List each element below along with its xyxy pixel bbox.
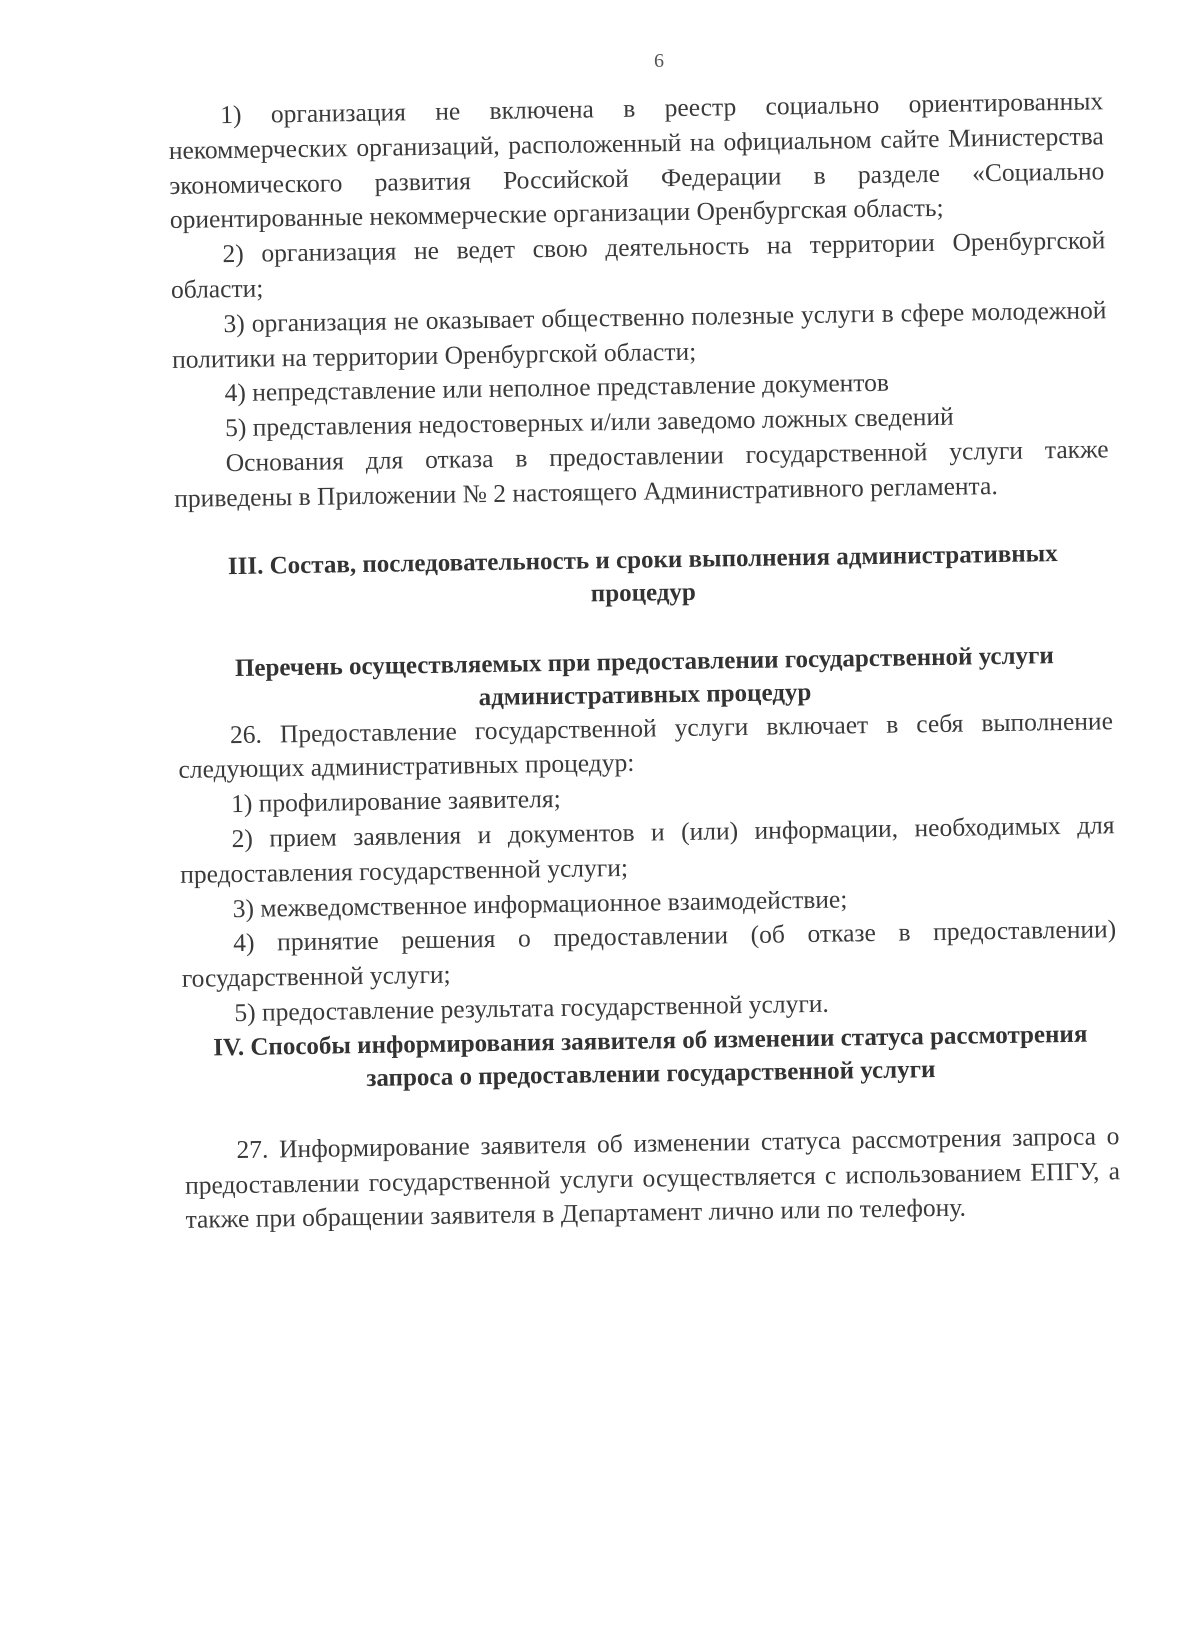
paragraph: 4) непредставление или неполное представление документов	[224, 368, 890, 408]
paragraph: 26. Предоставление государственной услуги включает в себя выполнение следующих административных процедур:	[178, 705, 1114, 785]
paragraph: 1) профилирование заявителя;	[230, 784, 561, 819]
paragraph: 4) принятие решения о предоставлении (об отказе в предоставлении) государственной услуги;	[181, 914, 1117, 994]
section-heading: III. Состав, последовательность и сроки выполнения административных процедур	[227, 539, 1058, 607]
paragraph: 1) организация не включена в реестр социально ориентированных некоммерческих организаций, расположенный на официальном сайте Министерства экономического развития Российской Федерации в разделе «Социально ориентированные некоммерческие организации Оренбургская область;	[168, 86, 1105, 235]
section-heading: Перечень осуществляемых при предоставлении государственной услуги административных процедур	[234, 641, 1055, 711]
paragraph: 3) организация не оказывает общественно полезные услуги в сфере молодежной политики на территории Оренбургской области;	[171, 295, 1107, 374]
section-heading: IV. Способы информирования заявителя об изменении статуса рассмотрения запроса о предоставлении государственной услуги	[213, 1020, 1088, 1092]
paragraph: 2) прием заявления и документов и (или) информации, необходимых для предоставления государственной услуги;	[179, 810, 1115, 889]
paragraph: 2) организация не ведет свою деятельность на территории Оренбургской области;	[170, 225, 1106, 304]
page-number: 6	[654, 50, 664, 72]
document-body	[168, 84, 1121, 1238]
paragraph: Основания для отказа в предоставлении государственной услуги также приведены в Приложении № 2 настоящего Административного регламента.	[174, 434, 1109, 513]
paragraph: 3) межведомственное информационное взаимодействие;	[232, 883, 848, 923]
paragraph: 5) представления недостоверных и/или заведомо ложных сведений	[224, 401, 954, 443]
paragraph: 27. Информирование заявителя об изменении статуса рассмотрения запроса о предоставлении государственной услуги осуществляется с использованием ЕПГУ, а также при обращении заявителя в Департамент лично или по телефону.	[184, 1120, 1121, 1235]
paragraph: 5) предоставление результата государственной услуги.	[234, 988, 830, 1028]
